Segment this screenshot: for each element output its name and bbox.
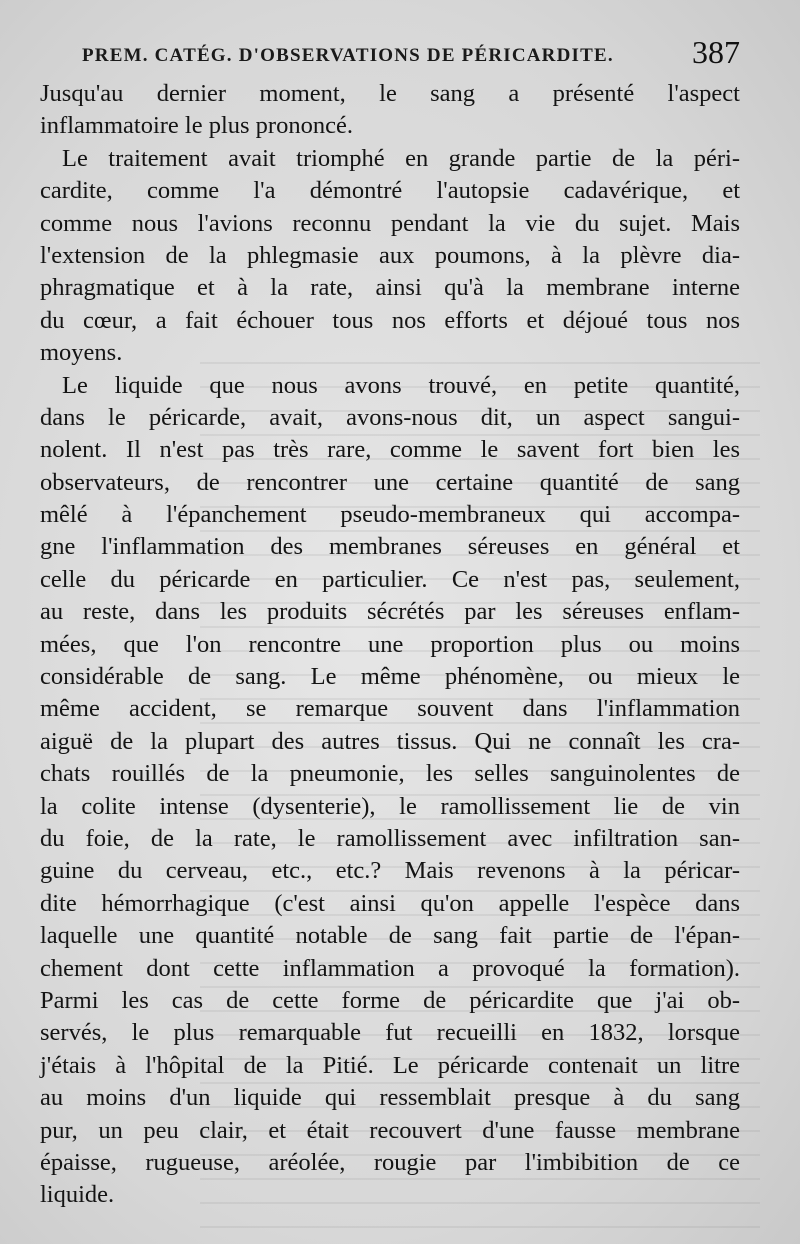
page-number: 387 [692,34,740,70]
text-line: au moins d'un liquide qui ressemblait presque à du sang [40,1084,740,1112]
text-line: Le traitement avait triomphé en grande partie de la péri- [62,144,740,172]
text-line: comme nous l'avions reconnu pendant la vie du sujet. Mais [40,209,740,237]
text-line: observateurs, de rencontrer une certaine quantité de sang [40,468,740,496]
text-line: liquide. [40,1181,115,1209]
text-line: guine du cerveau, etc., etc.? Mais revenons à la péricar- [40,857,740,885]
text-line: même accident, se remarque souvent dans l'inflammation [40,695,740,723]
text-line: Jusqu'au dernier moment, le sang a présenté l'aspect [40,80,740,107]
text-line: dans le péricarde, avait, avons-nous dit, un aspect sangui- [40,403,740,431]
text-line: mêlé à l'épanchement pseudo-membraneux qui accompa- [40,501,740,529]
text-line: j'étais à l'hôpital de la Pitié. Le péricarde contenait un litre [40,1051,740,1079]
text-line: chats rouillés de la pneumonie, les selles sanguinolentes de [40,760,740,788]
text-line: considérable de sang. Le même phénomène, ou mieux le [40,663,740,691]
text-line: du foie, de la rate, le ramollissement avec infiltration san- [40,824,740,852]
text-line: dite hémorrhagique (c'est ainsi qu'on appelle l'espèce dans [40,889,740,917]
text-line: chement dont cette inflammation a provoqué la formation). [40,954,740,982]
text-line: laquelle une quantité notable de sang fait partie de l'épan- [40,922,740,950]
text-line: phragmatique et à la rate, ainsi qu'à la membrane interne [40,274,740,302]
text-line: épaisse, rugueuse, aréolée, rougie par l'imbibition de ce [40,1148,740,1176]
text-line: au reste, dans les produits sécrétés par les séreuses enflam- [40,598,740,626]
text-line: Parmi les cas de cette forme de péricardite que j'ai ob- [40,986,740,1014]
body-text [40,78,740,1212]
text-line: la colite intense (dysenterie), le ramollissement lie de vin [40,792,740,820]
text-line: mées, que l'on rencontre une proportion plus ou moins [40,630,740,658]
text-line: cardite, comme l'a démontré l'autopsie cadavérique, et [40,177,740,205]
page-header [60,30,740,80]
text-line: celle du péricarde en particulier. Ce n'est pas, seulement, [40,565,740,593]
text-line: nolent. Il n'est pas très rare, comme le savent fort bien les [40,436,740,464]
text-line: servés, le plus remarquable fut recueilli en 1832, lorsque [40,1019,740,1047]
text-line: inflammatoire le plus prononcé. [40,112,353,140]
text-line: moyens. [40,339,123,367]
text-line: l'extension de la phlegmasie aux poumons, à la plèvre dia- [40,241,740,269]
running-head: PREM. CATÉG. D'OBSERVATIONS DE PÉRICARDITE. [82,45,614,66]
text-line: pur, un peu clair, et était recouvert d'une fausse membrane [40,1116,740,1144]
text-line: du cœur, a fait échouer tous nos efforts et déjoué tous nos [40,306,740,334]
text-line: Le liquide que nous avons trouvé, en petite quantité, [62,371,740,399]
text-line: gne l'inflammation des membranes séreuses en général et [40,533,740,561]
text-line: aiguë de la plupart des autres tissus. Qui ne connaît les cra- [40,727,740,755]
